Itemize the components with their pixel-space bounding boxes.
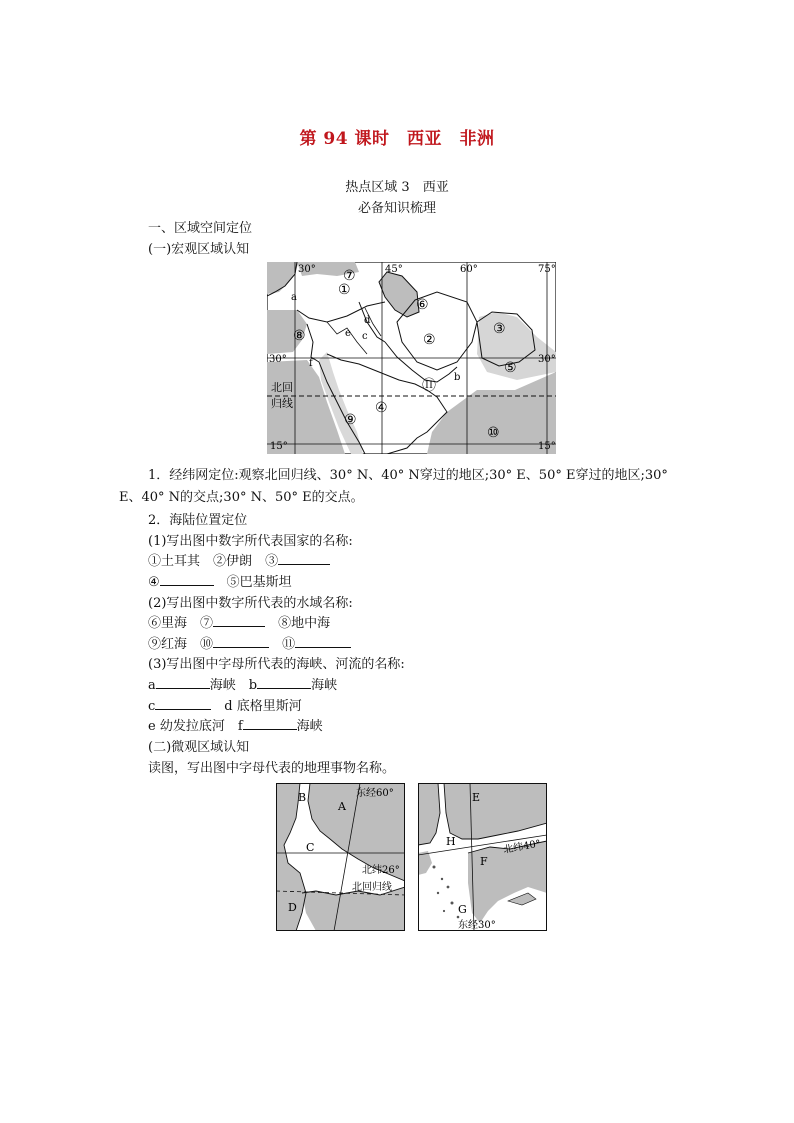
marker-9: ⑨ — [344, 412, 357, 428]
marker-2: ② — [423, 332, 436, 348]
answer-blank-4[interactable] — [160, 572, 214, 586]
letter-c: c — [362, 331, 368, 342]
question-2-3-heading: (3)写出图中字母所代表的海峡、河流的名称: — [148, 657, 405, 672]
map2-lat-label: 北纬26° — [362, 865, 400, 876]
question-2-heading: 2．海陆位置定位 — [148, 513, 248, 528]
answer-row-countries-2: ④ ⑤巴基斯坦 — [148, 571, 292, 590]
marker-4: ④ — [375, 400, 388, 416]
letter-e: e — [345, 328, 351, 339]
map2-letter-A: A — [338, 800, 346, 813]
map3-lat-label: 北纬40° — [502, 838, 542, 856]
map2-letter-D: D — [288, 901, 297, 914]
answer-blank-10[interactable] — [213, 634, 269, 648]
answer-blank-3[interactable] — [278, 551, 330, 565]
marker-8: ⑧ — [293, 328, 306, 344]
hot-region-heading: 热点区域 3 西亚 — [345, 180, 449, 195]
marker-10: ⑩ — [487, 425, 500, 441]
map3-letter-F: F — [480, 855, 488, 868]
marker-6: ⑥ — [416, 297, 429, 313]
marker-11: ⑪ — [422, 378, 436, 394]
section-heading: 必备知识梳理 — [357, 201, 436, 216]
answer-row-waters-2: ⑨红海 ⑩ ⑪ — [148, 633, 351, 652]
answer-row-straits-1: a 海峡 b 海峡 — [148, 674, 337, 693]
lon-45-label: 45° — [385, 264, 403, 275]
map3-lon-label: 东经30° — [458, 920, 496, 931]
page-title: 第 94 课时 西亚 非洲 — [299, 129, 495, 149]
answer-blank-a[interactable] — [156, 675, 210, 689]
answer-blank-7[interactable] — [213, 613, 265, 627]
lat-30-left-label: 30° — [269, 354, 287, 365]
tropic-label-1: 北回 — [271, 381, 293, 394]
marker-3: ③ — [493, 321, 506, 337]
question-1: 1．经纬网定位:观察北回归线、30° N、40° N穿过的地区;30° E、50° E穿过的地区;30° E、40° N的交点;30° N、50° E的交点。 — [119, 468, 668, 505]
bosporus-map — [418, 783, 547, 931]
lon-60-label: 60° — [460, 264, 478, 275]
west-asia-map — [267, 262, 556, 454]
letter-b: b — [454, 372, 461, 383]
part2-instruction: 读图，写出图中字母代表的地理事物名称。 — [148, 761, 396, 776]
lon-30-label: 30° — [298, 264, 316, 275]
answer-row-straits-3: e 幼发拉底河 f 海峡 — [148, 715, 323, 734]
letter-a: a — [291, 292, 297, 303]
lat-15-left-label: 15° — [270, 441, 288, 452]
part1-subheading: (一)宏观区域认知 — [148, 242, 250, 257]
answer-blank-f[interactable] — [243, 716, 297, 730]
answer-blank-c[interactable] — [155, 696, 211, 710]
tropic-label-2: 归线 — [271, 397, 293, 410]
question-2-1-heading: (1)写出图中数字所代表国家的名称: — [148, 534, 353, 549]
answer-row-waters-1: ⑥里海 ⑦ ⑧地中海 — [148, 612, 330, 631]
map2-lon-label: 东经60° — [356, 788, 394, 799]
marker-5: ⑤ — [504, 360, 517, 376]
map3-letter-E: E — [472, 791, 481, 804]
letter-f: f — [309, 358, 313, 369]
letter-d: d — [364, 315, 371, 326]
map3-letter-G: G — [458, 903, 467, 916]
part2-subheading: (二)微观区域认知 — [148, 740, 250, 755]
answer-blank-b[interactable] — [257, 675, 311, 689]
marker-1: ① — [338, 282, 351, 298]
answer-row-straits-2: c d 底格里斯河 — [148, 695, 302, 714]
marker-7: ⑦ — [343, 268, 356, 284]
map2-letter-C: C — [306, 841, 315, 854]
part1-heading: 一、区域空间定位 — [148, 221, 253, 236]
question-2-2-heading: (2)写出图中数字所代表的水域名称: — [148, 596, 353, 611]
hormuz-map — [276, 783, 405, 931]
lat-30-right-label: 30° — [538, 354, 556, 365]
map3-letter-H: H — [446, 835, 456, 848]
lat-15-right-label: 15° — [538, 441, 556, 452]
lon-75-label: 75° — [538, 264, 556, 275]
answer-blank-11[interactable] — [295, 634, 351, 648]
map2-tropic-label: 北回归线 — [352, 882, 392, 893]
answer-row-countries-1: ①土耳其 ②伊朗 ③ — [148, 550, 330, 569]
map2-letter-B: B — [298, 791, 307, 804]
